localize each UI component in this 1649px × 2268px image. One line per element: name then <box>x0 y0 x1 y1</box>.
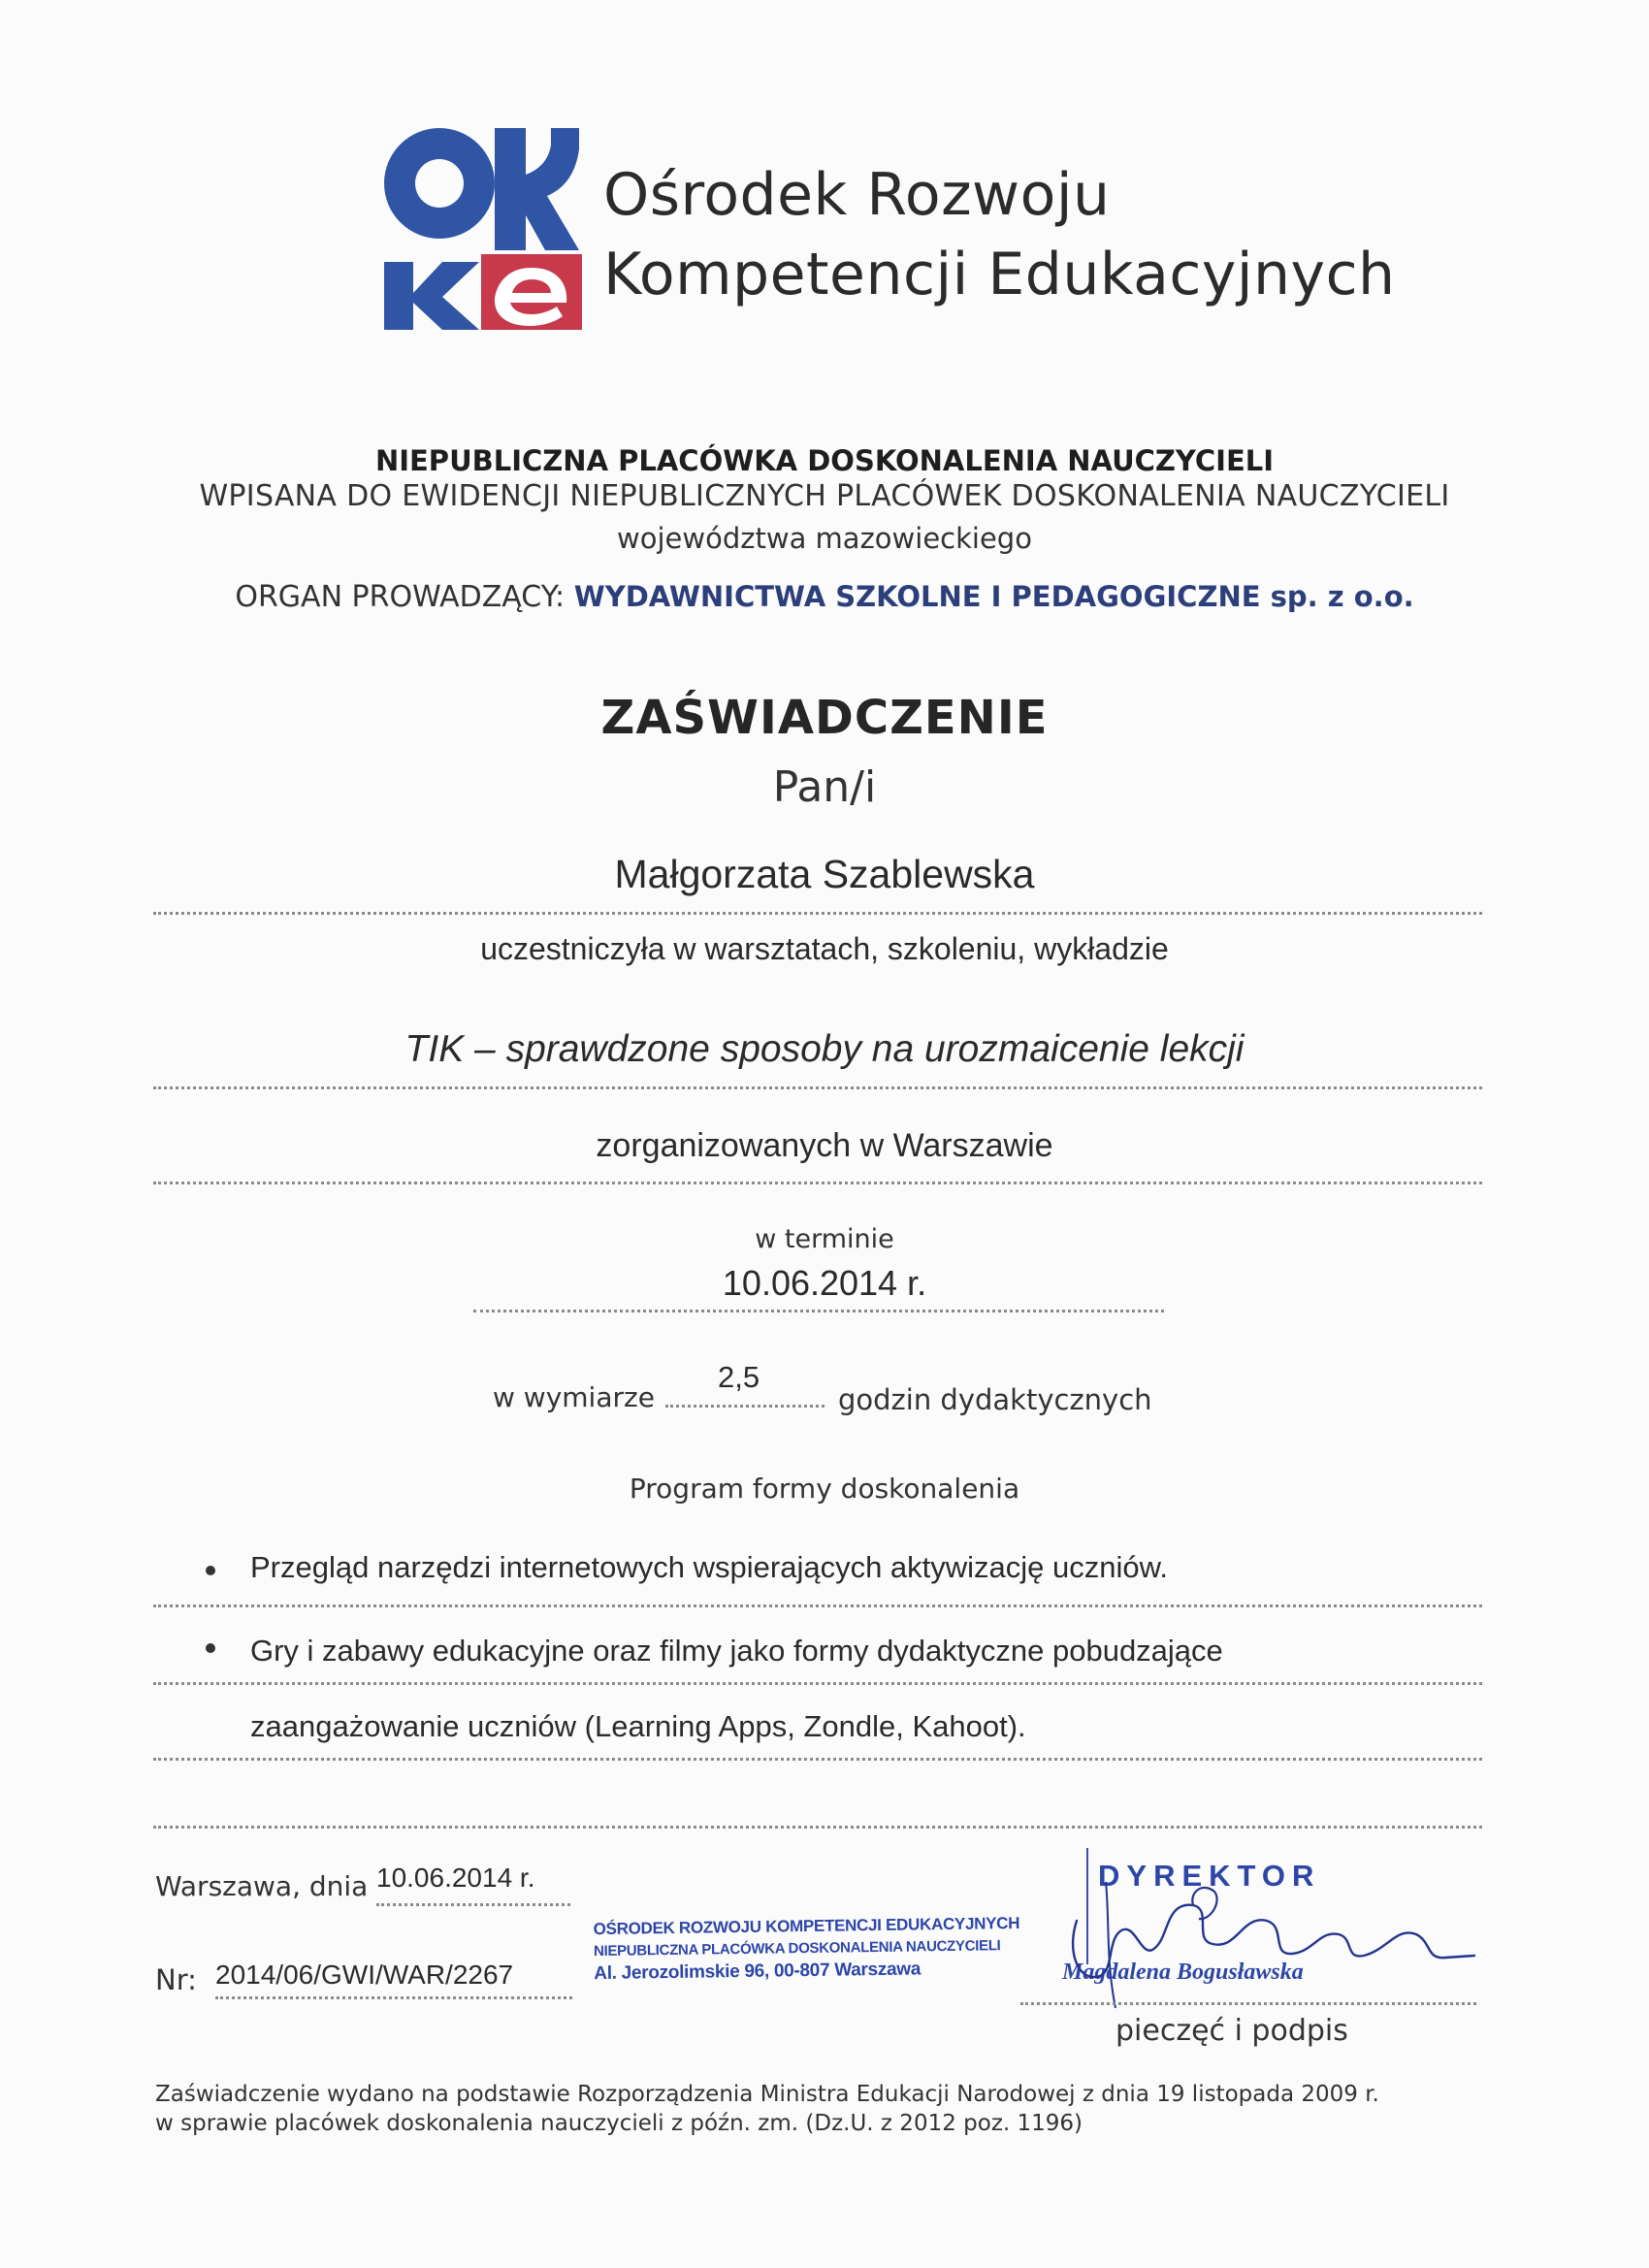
footer-line2: w sprawie placówek doskonalenia nauczycieli z późn. zm. (Dz.U. z 2012 poz. 1196) <box>155 2111 1083 2136</box>
program-label: Program formy doskonalenia <box>629 1473 1020 1505</box>
stamp-line2: NIEPUBLICZNA PLACÓWKA DOSKONALENIA NAUCZYCIELI <box>593 1937 1001 1960</box>
bullet-icon <box>206 1566 215 1575</box>
dotted-line <box>215 1996 572 1999</box>
bullet-icon <box>206 1643 215 1653</box>
program-item: Przegląd narzędzi internetowych wspierających aktywizację uczniów. <box>250 1550 1168 1584</box>
organ-line <box>0 580 1649 614</box>
dotted-line <box>153 1086 1482 1089</box>
institution-stamp <box>594 1914 1021 1985</box>
organ-value: WYDAWNICTWA SZKOLNE I PEDAGOGICZNE sp. z o.o. <box>573 580 1414 613</box>
location-text: zorganizowanych w Warszawie <box>596 1127 1053 1164</box>
hours-unit: godzin dydaktycznych <box>838 1383 1152 1416</box>
signature-label: pieczęć i podpis <box>1116 2014 1348 2048</box>
issue-date: 10.06.2014 r. <box>376 1863 535 1893</box>
program-item: zaangażowanie uczniów (Learning Apps, Zondle, Kahoot). <box>250 1709 1026 1743</box>
dotted-line <box>473 1310 1164 1312</box>
nr-value: 2014/06/GWI/WAR/2267 <box>215 1960 514 1990</box>
director-name: Magdalena Bogusławska <box>1062 1960 1304 1985</box>
dotted-line <box>153 1758 1482 1761</box>
dotted-line <box>153 1604 1482 1607</box>
term-date: 10.06.2014 r. <box>722 1263 927 1303</box>
dotted-line <box>153 1682 1482 1685</box>
hours-value: 2,5 <box>718 1360 760 1394</box>
city-label: Warszawa, dnia <box>155 1870 369 1902</box>
salutation: Pan/i <box>772 762 877 812</box>
handwritten-signature <box>1048 1863 1494 2018</box>
logo-title-line1: Ośrodek Rozwoju <box>603 161 1111 229</box>
director-title: DYREKTOR <box>1098 1859 1321 1893</box>
dotted-line <box>1020 2002 1476 2005</box>
dotted-line <box>153 1826 1482 1829</box>
header-line3: województwa mazowieckiego <box>617 522 1032 555</box>
dotted-line <box>153 1182 1482 1184</box>
certificate-title: ZAŚWIADCZENIE <box>600 691 1049 745</box>
program-item: Gry i zabawy edukacyjne oraz filmy jako formy dydaktyczne pobudzające <box>250 1634 1223 1668</box>
dotted-line <box>665 1405 824 1408</box>
dotted-line <box>153 912 1482 915</box>
nr-label: Nr: <box>155 1963 197 1996</box>
hours-label: w wymiarze <box>493 1381 655 1413</box>
stamp-line1: OŚRODEK ROZWOJU KOMPETENCJI EDUKACYJNYCH <box>593 1913 1020 1939</box>
course-title: TIK – sprawdzone sposoby na urozmaicenie lekcji <box>404 1028 1245 1070</box>
orke-logo <box>380 126 584 330</box>
recipient-name: Małgorzata Szablewska <box>614 852 1035 896</box>
stamp-line3: Al. Jerozolimskie 96, 00-807 Warszawa <box>594 1959 922 1985</box>
organ-label: ORGAN PROWADZĄCY: <box>235 580 566 614</box>
header-line2: WPISANA DO EWIDENCJI NIEPUBLICZNYCH PLACÓWEK DOSKONALENIA NAUCZYCIELI <box>199 479 1450 513</box>
header-line1: NIEPUBLICZNA PLACÓWKA DOSKONALENIA NAUCZYCIELI <box>374 444 1275 477</box>
participation-text: uczestniczyła w warsztatach, szkoleniu, wykładzie <box>480 931 1169 966</box>
term-label: w terminie <box>755 1224 894 1254</box>
footer-line1: Zaświadczenie wydano na podstawie Rozporządzenia Ministra Edukacji Narodowej z dnia 19 listopada 2009 r. <box>155 2082 1379 2107</box>
logo-title-line2: Kompetencji Edukacyjnych <box>603 241 1396 308</box>
dotted-line <box>376 1903 570 1906</box>
